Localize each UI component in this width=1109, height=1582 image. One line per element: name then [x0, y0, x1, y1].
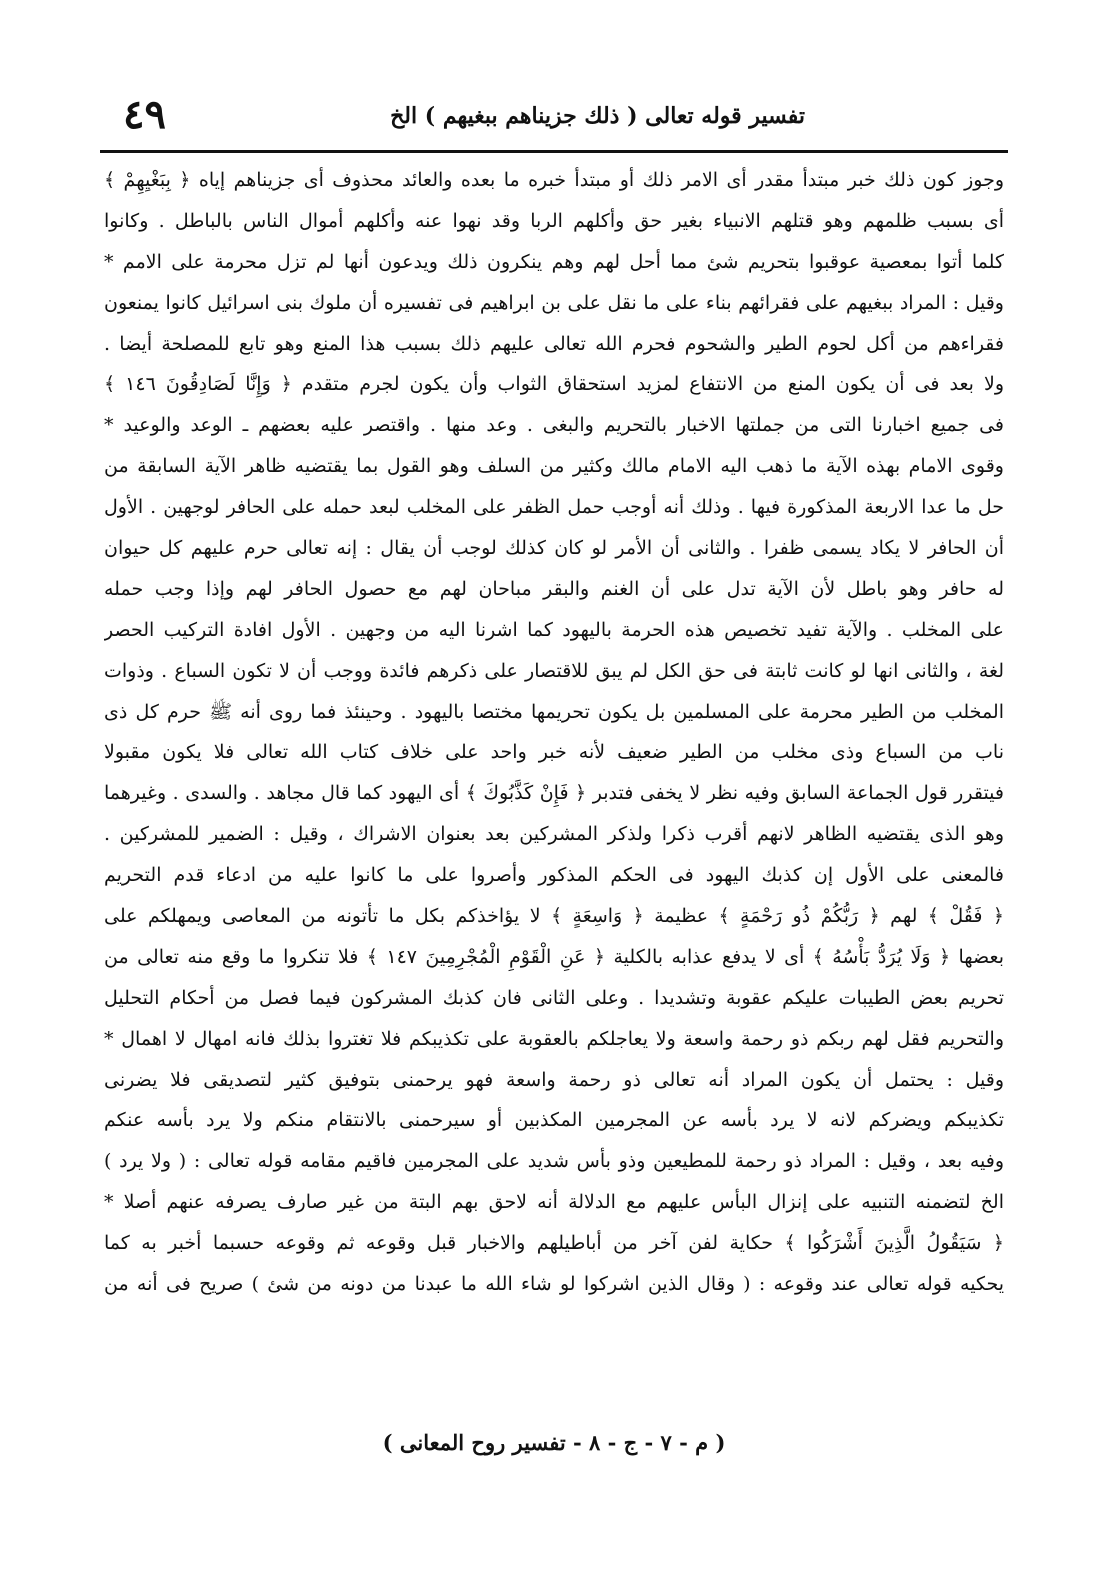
text-line: له حافر وهو باطل لأن الآية تدل على أن الغنم والبقر مباحان لهم مع حصول الحافر لهم وإذا وجب حمله — [104, 577, 1004, 600]
text-line: أن الحافر لا يكاد يسمى ظفرا . والثانى أن الأمر لو كان كذلك لوجب أن يقال : إنه تعالى حرم عليهم كل حيوان — [104, 537, 1004, 560]
text-line: وقيل : يحتمل أن يكون المراد أنه تعالى ذو رحمة واسعة فهو يرحمنى بتوفيق كثير لتصديقى فلا يضرنى — [104, 1068, 1004, 1091]
text-line: حل ما عدا الاربعة المذكورة فيها . وذلك أنه أوجب حمل الظفر على المخلب لبعد حمله على الحافر لوجهين . الأول — [104, 496, 1004, 519]
text-line: وجوز كون ذلك خبر مبتدأ مقدر أى الامر ذلك أو مبتدأ خبره ما بعده والعائد محذوف أى جزيناهم إياه ﴿ بِبَغْيِهِمْ ﴾ — [104, 169, 1004, 191]
text-line: تحريم بعض الطيبات عليكم عقوبة وتشديدا . وعلى الثانى فان كذبك المشركون فيما فصل من أحكام التحليل — [104, 986, 1004, 1009]
header-rule — [100, 150, 1008, 153]
text-line: والتحريم فقل لهم ربكم ذو رحمة واسعة ولا يعاجلكم بالعقوبة على تكذيبكم فلا تغتروا بذلك فانه امهال لا اهمال * — [104, 1027, 1004, 1050]
text-line: أى بسبب ظلمهم وهو قتلهم الانبياء بغير حق وأكلهم الربا وقد نهوا عنه وأكلهم أموال الناس بالباطل . وكانوا — [104, 209, 1004, 232]
text-line: وقيل : المراد ببغيهم على فقرائهم بناء على ما نقل على بن ابراهيم فى تفسيره أن ملوك بنى اسرائيل كانوا يمنعون — [104, 291, 1004, 314]
text-line: لغة ، والثانى انها لو كانت ثابتة فى حق الكل لم يبق للاقتصار على ذكرهم فائدة ووجب أن لا تكون السباع . وذوات — [104, 659, 1004, 682]
running-title: تفسير قوله تعالى ( ذلك جزيناهم ببغيهم ) الخ — [390, 103, 805, 129]
text-line: ﴿ سَيَقُولُ الَّذِينَ أَشْرَكُوا ﴾ حكاية لفن آخر من أباطيلهم والاخبار قبل وقوعه ثم وقوعه حسبما أخبر به كما — [104, 1232, 1004, 1255]
text-line: فيتقرر قول الجماعة السابق وفيه نظر لا يخفى فتدبر ﴿ فَإِنْ كَذَّبُوكَ ﴾ أى اليهود كما قال مجاهد . والسدى . وغيرهما — [104, 782, 1004, 805]
text-line: ﴿ فَقُلْ ﴾ لهم ﴿ رَبُّكُمْ ذُو رَحْمَةٍ ﴾ عظيمة ﴿ وَاسِعَةٍ ﴾ لا يؤاخذكم بكل ما تأتونه من المعاصى ويمهلكم على — [104, 905, 1004, 928]
text-line: فقراءهم من أكل لحوم الطير والشحوم فحرم الله تعالى عليهم ذلك بسبب هذا المنع وهو تابع للمصلحة أيضا . — [104, 332, 1004, 355]
page-number: ٤٩ — [123, 91, 166, 138]
body-text — [104, 160, 1004, 1305]
signature-mark: ( م - ٧ - ج - ٨ - تفسير روح المعانى ) — [382, 1430, 726, 1455]
text-line: كلما أتوا بمعصية عوقبوا بتحريم شئ مما أحل لهم وهم ينكرون ذلك ويدعون أنها لم تزل محرمة على الامم * — [104, 250, 1004, 273]
text-line: وقوى الامام بهذه الآية ما ذهب اليه الامام مالك وكثير من السلف وهو القول بما يقتضيه ظاهر الآية السابقة من — [104, 455, 1004, 478]
text-line: يحكيه قوله تعالى عند وقوعه : ( وقال الذين اشركوا لو شاء الله ما عبدنا من دونه من شئ ) صريح فى أنه من — [104, 1273, 1004, 1296]
text-line: وفيه بعد ، وقيل : المراد ذو رحمة للمطيعين وذو بأس شديد على المجرمين فاقيم مقامه قوله تعالى : ( ولا يرد ) — [104, 1150, 1004, 1173]
text-line: فالمعنى على الأول إن كذبك اليهود فى الحكم المذكور وأصروا على ما كانوا عليه من ادعاء قدم التحريم — [104, 864, 1004, 887]
text-line: المخلب من الطير محرمة على المسلمين بل يكون تحريمها مختصا باليهود . وحينئذ فما روى أنه ﷺ حرم كل ذى — [104, 700, 1004, 723]
text-line: بعضها ﴿ وَلَا يُرَدُّ بَأْسُهُ ﴾ أى لا يدفع عذابه بالكلية ﴿ عَنِ الْقَوْمِ الْمُجْرِمِينَ ١٤٧ ﴾ فلا تنكروا ما وقع منه تعالى من — [104, 945, 1004, 968]
text-line: الخ لتضمنه التنبيه على إنزال البأس عليهم مع الدلالة أنه لاحق بهم البتة من غير صارف يصرفه عنهم أصلا * — [104, 1191, 1004, 1214]
text-line: وهو الذى يقتضيه الظاهر لانهم أقرب ذكرا ولذكر المشركين بعد بعنوان الاشراك ، وقيل : الضمير للمشركين . — [104, 823, 1004, 846]
text-line: تكذيبكم ويضركم لانه لا يرد بأسه عن المجرمين المكذبين أو سيرحمنى بالانتقام منكم ولا يرد بأسه عنكم — [104, 1109, 1004, 1132]
text-line: على المخلب . والآية تفيد تخصيص هذه الحرمة باليهود كما اشرنا اليه من وجهين . الأول افادة التركيب الحصر — [104, 618, 1004, 641]
text-line: ناب من السباع وذى مخلب من الطير ضعيف لأنه خبر واحد على خلاف كتاب الله تعالى فلا يكون مقبولا — [104, 741, 1004, 764]
text-line: فى جميع اخبارنا التى من جملتها الاخبار بالتحريم والبغى . وعد منها . واقتصر عليه بعضهم ـ الوعد والوعيد * — [104, 414, 1004, 437]
page-header — [95, 88, 1005, 148]
text-line: ولا بعد فى أن يكون المنع من الانتفاع لمزيد استحقاق الثواب وأن يكون لجرم متقدم ﴿ وَإِنَّا لَصَادِقُونَ ١٤٦ ﴾ — [104, 373, 1004, 396]
